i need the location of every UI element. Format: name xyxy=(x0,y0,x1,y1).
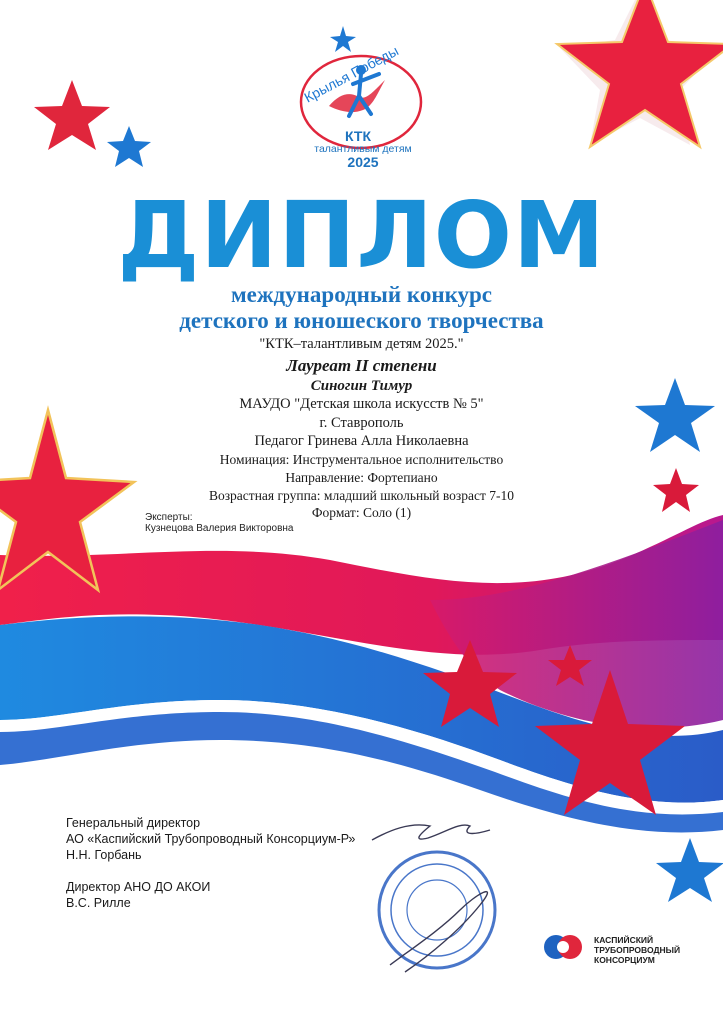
teacher: Педагог Гринева Алла Николаевна xyxy=(254,433,469,449)
subtitle-line-1: международный конкурс xyxy=(230,282,493,307)
nomination: Номинация: Инструментальное исполнительство xyxy=(219,452,504,467)
sponsor-line-2: ТРУБОПРОВОДНЫЙ xyxy=(594,945,681,955)
award-title: Лауреат II степени xyxy=(286,356,437,375)
signature-director1 xyxy=(372,825,490,840)
logo-arc-text: Крылья Победы xyxy=(301,42,402,106)
contest-name: "КТК–талантливым детям 2025." xyxy=(259,336,464,352)
age-group: Возрастная группа: младший школьный возраст 7-10 xyxy=(208,488,515,503)
subtitle-line-2: детского и юношеского творчества xyxy=(179,308,544,333)
direction: Направление: Фортепиано xyxy=(285,470,438,485)
sponsor-line-1: КАСПИЙСКИЙ xyxy=(594,935,654,945)
logo-year: 2025 xyxy=(347,154,379,170)
stamp xyxy=(379,852,495,968)
logo-tagline: талантливым детям xyxy=(314,143,412,155)
signatory2-name: В.С. Рилле xyxy=(66,896,131,910)
contest-logo xyxy=(293,22,433,174)
expert-name: Кузнецова Валерия Викторовна xyxy=(145,523,294,534)
city: г. Ставрополь xyxy=(319,415,404,431)
signatory1-name: Н.Н. Горбань xyxy=(66,848,142,862)
sponsor-line-3: КОНСОРЦИУМ xyxy=(594,955,655,965)
signatory1-org: АО «Каспийский Трубопроводный Консорциум-Р» xyxy=(66,832,356,846)
signature-director2 xyxy=(390,892,487,972)
decor-star-top-right xyxy=(557,0,723,147)
signatory1-title: Генеральный директор xyxy=(66,816,201,830)
logo-ktk: КТК xyxy=(345,128,371,144)
decor-star-top-left xyxy=(34,80,110,150)
participant-name: Синогин Тимур xyxy=(310,378,413,394)
sponsor-name xyxy=(594,935,680,965)
decor-star-blue-left xyxy=(107,126,151,167)
school-name: МАУДО "Детская школа искусств № 5" xyxy=(239,396,484,412)
decor-star-blue-bottom-right xyxy=(656,838,723,902)
diploma-title: ДИПЛОМ xyxy=(117,182,606,289)
signatory2-title: Директор АНО ДО АКОИ xyxy=(66,880,211,894)
experts-label: Эксперты: xyxy=(145,512,193,523)
format: Формат: Соло (1) xyxy=(311,505,412,520)
sponsor-logo-mark xyxy=(544,935,582,959)
